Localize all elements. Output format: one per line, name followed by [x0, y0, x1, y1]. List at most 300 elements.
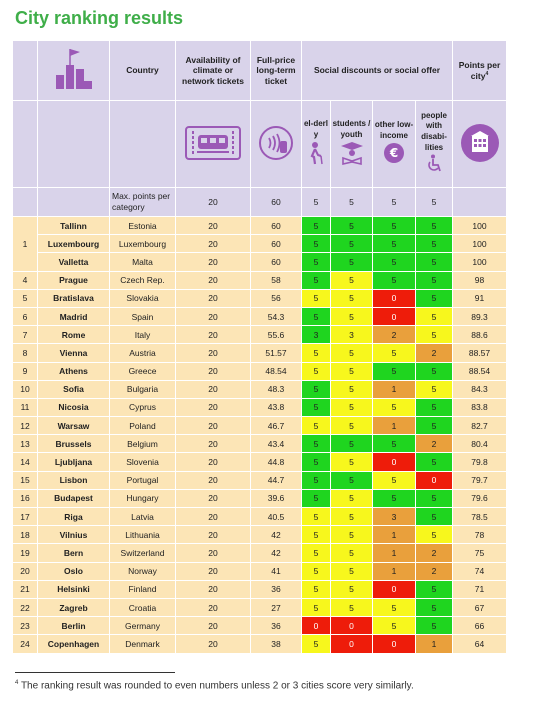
table-row: [13, 435, 507, 453]
elderly-cell: 5: [302, 544, 331, 562]
students-cell: 3: [331, 326, 373, 344]
full-price-cell: 36: [251, 617, 302, 635]
elderly-cell: 5: [302, 435, 331, 453]
elderly-cell: 5: [302, 380, 331, 398]
availability-cell: 20: [176, 635, 251, 653]
other-cell: 5: [373, 471, 416, 489]
other-cell: 3: [373, 508, 416, 526]
footnote-divider: [15, 672, 175, 673]
students-cell: 5: [331, 235, 373, 253]
disabilities-cell: 5: [416, 580, 453, 598]
availability-cell: 20: [176, 380, 251, 398]
city-cell: Berlin: [38, 617, 110, 635]
full-price-cell: 56: [251, 289, 302, 307]
students-cell: 5: [331, 544, 373, 562]
country-cell: Norway: [110, 562, 176, 580]
availability-cell: 20: [176, 398, 251, 416]
disabilities-cell: 5: [416, 489, 453, 507]
disabilities-cell: 5: [416, 253, 453, 271]
points-cell: 78: [453, 526, 507, 544]
other-cell: 5: [373, 617, 416, 635]
rank-cell: 9: [13, 362, 38, 380]
elderly-person-icon: [306, 141, 326, 165]
points-cell: 71: [453, 580, 507, 598]
rank-cell: 22: [13, 598, 38, 616]
disabilities-cell: 5: [416, 598, 453, 616]
table-row: [13, 217, 507, 235]
elderly-cell: 5: [302, 580, 331, 598]
elderly-label: el-derly: [303, 119, 328, 140]
elderly-cell: 5: [302, 508, 331, 526]
students-cell: 5: [331, 362, 373, 380]
disabilities-cell: 5: [416, 235, 453, 253]
table-row: [13, 544, 507, 562]
country-cell: Spain: [110, 307, 176, 325]
elderly-cell: 5: [302, 417, 331, 435]
ranking-table: [12, 40, 507, 654]
header-points-label: Points per city: [458, 59, 501, 81]
other-cell: 5: [373, 217, 416, 235]
rank-cell: 10: [13, 380, 38, 398]
city-cell: Helsinki: [38, 580, 110, 598]
ticket-cell: [176, 101, 251, 188]
other-cell: 5: [373, 253, 416, 271]
other-cell: 2: [373, 326, 416, 344]
city-cell: Bratislava: [38, 289, 110, 307]
city-buildings-icon: [460, 123, 500, 163]
city-cell: Nicosia: [38, 398, 110, 416]
country-cell: Italy: [110, 326, 176, 344]
rank-cell: 12: [13, 417, 38, 435]
availability-cell: 20: [176, 617, 251, 635]
table-row: [13, 453, 507, 471]
full-price-cell: 60: [251, 217, 302, 235]
full-price-cell: 58: [251, 271, 302, 289]
disabilities-cell: 1: [416, 635, 453, 653]
elderly-cell: [302, 101, 331, 188]
disabilities-cell: 5: [416, 307, 453, 325]
footnote: [15, 680, 515, 693]
students-cell: 5: [331, 380, 373, 398]
rank-cell: 14: [13, 453, 38, 471]
availability-cell: 20: [176, 417, 251, 435]
points-cell: 88.54: [453, 362, 507, 380]
availability-cell: 20: [176, 580, 251, 598]
table-row: [13, 380, 507, 398]
city-cell: Rome: [38, 326, 110, 344]
contactless-payment-icon: [258, 125, 294, 161]
country-cell: Luxembourg: [110, 235, 176, 253]
country-cell: Belgium: [110, 435, 176, 453]
availability-cell: 20: [176, 508, 251, 526]
country-cell: Croatia: [110, 598, 176, 616]
city-cell: Luxembourg: [38, 235, 110, 253]
points-cell: 89.3: [453, 307, 507, 325]
points-cell: 84.3: [453, 380, 507, 398]
max-disabilities: 5: [416, 188, 453, 217]
elderly-cell: 0: [302, 617, 331, 635]
city-cell: Madrid: [38, 307, 110, 325]
other-cell: 1: [373, 562, 416, 580]
elderly-cell: 5: [302, 598, 331, 616]
ranking-rows: [13, 217, 507, 654]
students-cell: 5: [331, 562, 373, 580]
other-cell: 5: [373, 235, 416, 253]
full-price-cell: 42: [251, 544, 302, 562]
elderly-cell: 5: [302, 453, 331, 471]
table-row: [13, 271, 507, 289]
country-cell: Finland: [110, 580, 176, 598]
students-cell: 5: [331, 217, 373, 235]
rank-cell: 7: [13, 326, 38, 344]
other-cell: 0: [373, 580, 416, 598]
country-cell: Hungary: [110, 489, 176, 507]
rank-cell: 4: [13, 271, 38, 289]
city-cell: [453, 101, 507, 188]
city-cell: Valletta: [38, 253, 110, 271]
other-cell: 0: [373, 289, 416, 307]
rank-cell: 24: [13, 635, 38, 653]
points-cell: 98: [453, 271, 507, 289]
max-other: 5: [373, 188, 416, 217]
points-cell: 100: [453, 253, 507, 271]
elderly-cell: 5: [302, 471, 331, 489]
max-blank-2: [38, 188, 110, 217]
availability-cell: 20: [176, 217, 251, 235]
students-cell: 5: [331, 417, 373, 435]
rank-cell: 23: [13, 617, 38, 635]
points-cell: 82.7: [453, 417, 507, 435]
table-row: [13, 289, 507, 307]
elderly-cell: 5: [302, 307, 331, 325]
elderly-cell: 5: [302, 217, 331, 235]
full-price-cell: 42: [251, 526, 302, 544]
full-price-cell: 44.7: [251, 471, 302, 489]
country-cell: Bulgaria: [110, 380, 176, 398]
full-price-cell: 60: [251, 235, 302, 253]
table-row: [13, 635, 507, 653]
other-income-cell: [373, 101, 416, 188]
elderly-cell: 5: [302, 398, 331, 416]
full-price-cell: 40.5: [251, 508, 302, 526]
full-price-cell: 48.3: [251, 380, 302, 398]
table-row: [13, 253, 507, 271]
disabilities-cell: 5: [416, 526, 453, 544]
elderly-cell: 3: [302, 326, 331, 344]
elderly-cell: 5: [302, 253, 331, 271]
header-full-price: Full-price long-term ticket: [251, 41, 302, 101]
header-availability: Availability of climate or network tickets: [176, 41, 251, 101]
table-row: [13, 307, 507, 325]
availability-cell: 20: [176, 344, 251, 362]
city-cell: Lisbon: [38, 471, 110, 489]
points-cell: 80.4: [453, 435, 507, 453]
country-cell: Slovenia: [110, 453, 176, 471]
students-cell: 5: [331, 307, 373, 325]
rank-cell: 21: [13, 580, 38, 598]
students-cell: 5: [331, 526, 373, 544]
full-price-cell: 55.6: [251, 326, 302, 344]
points-cell: 91: [453, 289, 507, 307]
rank-cell: 20: [13, 562, 38, 580]
other-cell: 0: [373, 453, 416, 471]
other-income-label: other low-income: [374, 120, 414, 141]
table-row: [13, 598, 507, 616]
page-title: City ranking results: [15, 8, 184, 28]
city-cell: Ljubljana: [38, 453, 110, 471]
max-elderly: 5: [302, 188, 331, 217]
other-cell: 5: [373, 489, 416, 507]
rank-cell: 5: [13, 289, 38, 307]
students-cell: 5: [331, 271, 373, 289]
students-cell: 5: [331, 398, 373, 416]
students-cell: 5: [331, 508, 373, 526]
country-cell: Switzerland: [110, 544, 176, 562]
elderly-cell: 5: [302, 362, 331, 380]
country-cell: Denmark: [110, 635, 176, 653]
points-cell: 74: [453, 562, 507, 580]
header-social: Social discounts or social offer: [302, 41, 453, 101]
points-cell: 66: [453, 617, 507, 635]
city-cell: Warsaw: [38, 417, 110, 435]
rank-cell: 11: [13, 398, 38, 416]
points-cell: 83.8: [453, 398, 507, 416]
disabilities-cell: 5: [416, 271, 453, 289]
full-price-cell: 46.7: [251, 417, 302, 435]
rank-cell: 17: [13, 508, 38, 526]
students-cell: 5: [331, 471, 373, 489]
availability-cell: 20: [176, 271, 251, 289]
students-cell: 0: [331, 635, 373, 653]
disabilities-cell: 2: [416, 435, 453, 453]
iconrow-blank-3: [110, 101, 176, 188]
country-cell: Malta: [110, 253, 176, 271]
other-cell: 5: [373, 435, 416, 453]
country-cell: Czech Rep.: [110, 271, 176, 289]
city-cell: Budapest: [38, 489, 110, 507]
points-cell: 67: [453, 598, 507, 616]
euro-coin-icon: [383, 142, 405, 164]
max-points-label: Max. points per category: [110, 188, 176, 217]
points-cell: 88.6: [453, 326, 507, 344]
availability-cell: 20: [176, 598, 251, 616]
elderly-cell: 5: [302, 289, 331, 307]
disabilities-cell: 5: [416, 417, 453, 435]
full-price-cell: 43.4: [251, 435, 302, 453]
full-price-cell: 51.57: [251, 344, 302, 362]
availability-cell: 20: [176, 307, 251, 325]
disabilities-cell: 5: [416, 217, 453, 235]
students-cell: 5: [331, 253, 373, 271]
table-row: [13, 526, 507, 544]
country-cell: Poland: [110, 417, 176, 435]
students-cell: 5: [331, 598, 373, 616]
city-cell: Oslo: [38, 562, 110, 580]
elderly-cell: 5: [302, 344, 331, 362]
students-cell: 5: [331, 453, 373, 471]
train-ticket-icon: [185, 126, 241, 160]
other-cell: 1: [373, 526, 416, 544]
students-cell: [331, 101, 373, 188]
full-price-cell: 44.8: [251, 453, 302, 471]
disabilities-cell: 5: [416, 508, 453, 526]
city-cell: Vienna: [38, 344, 110, 362]
table-row: [13, 344, 507, 362]
disabilities-cell: [416, 101, 453, 188]
iconrow-blank-1: [13, 101, 38, 188]
students-cell: 5: [331, 435, 373, 453]
points-cell: 100: [453, 235, 507, 253]
table-row: [13, 235, 507, 253]
disabilities-cell: 2: [416, 344, 453, 362]
students-label: students / youth: [332, 119, 371, 140]
points-cell: 79.8: [453, 453, 507, 471]
header-points-sup: 4: [485, 70, 489, 77]
table-row: [13, 398, 507, 416]
points-cell: 79.7: [453, 471, 507, 489]
full-price-cell: 38: [251, 635, 302, 653]
table-row: [13, 508, 507, 526]
points-cell: 75: [453, 544, 507, 562]
points-cell: 88.57: [453, 344, 507, 362]
country-cell: Portugal: [110, 471, 176, 489]
other-cell: 0: [373, 307, 416, 325]
disabilities-cell: 2: [416, 562, 453, 580]
elderly-cell: 5: [302, 235, 331, 253]
header-blank: [13, 41, 38, 101]
disabilities-cell: 0: [416, 471, 453, 489]
full-price-cell: 43.8: [251, 398, 302, 416]
availability-cell: 20: [176, 253, 251, 271]
city-cell: Athens: [38, 362, 110, 380]
table-row: [13, 489, 507, 507]
other-cell: 5: [373, 271, 416, 289]
full-price-cell: 41: [251, 562, 302, 580]
rank-cell: 16: [13, 489, 38, 507]
rank-cell: 19: [13, 544, 38, 562]
table-row: [13, 617, 507, 635]
disabilities-cell: 5: [416, 617, 453, 635]
disabilities-label: people with disabi-lities: [421, 110, 447, 152]
students-cell: 5: [331, 289, 373, 307]
availability-cell: 20: [176, 362, 251, 380]
city-cell: Riga: [38, 508, 110, 526]
other-cell: 5: [373, 398, 416, 416]
full-price-cell: 48.54: [251, 362, 302, 380]
full-price-cell: 36: [251, 580, 302, 598]
rank-cell: 8: [13, 344, 38, 362]
country-cell: Cyprus: [110, 398, 176, 416]
other-cell: 5: [373, 362, 416, 380]
country-cell: Greece: [110, 362, 176, 380]
city-cell: Copenhagen: [38, 635, 110, 653]
max-students: 5: [331, 188, 373, 217]
points-cell: 78.5: [453, 508, 507, 526]
points-cell: 79.6: [453, 489, 507, 507]
elderly-cell: 5: [302, 271, 331, 289]
table-row: [13, 471, 507, 489]
other-cell: 1: [373, 380, 416, 398]
other-cell: 0: [373, 635, 416, 653]
footnote-marker: 4: [15, 680, 19, 686]
bar-chart-flag-icon: [54, 47, 94, 91]
country-cell: Austria: [110, 344, 176, 362]
disabilities-cell: 5: [416, 362, 453, 380]
other-cell: 5: [373, 344, 416, 362]
student-reading-icon: [339, 141, 365, 165]
country-cell: Germany: [110, 617, 176, 635]
table-row: [13, 562, 507, 580]
max-availability: 20: [176, 188, 251, 217]
availability-cell: 20: [176, 562, 251, 580]
disabilities-cell: 2: [416, 544, 453, 562]
disabilities-cell: 5: [416, 453, 453, 471]
wheelchair-icon: [425, 154, 443, 174]
rank-cell: 18: [13, 526, 38, 544]
ranking-icon-cell: [38, 41, 110, 101]
elderly-cell: 5: [302, 562, 331, 580]
availability-cell: 20: [176, 489, 251, 507]
other-cell: 5: [373, 598, 416, 616]
other-cell: 1: [373, 417, 416, 435]
max-blank-1: [13, 188, 38, 217]
max-points-blank: [453, 188, 507, 217]
contactless-cell: [251, 101, 302, 188]
svg-text:€: €: [389, 145, 399, 160]
availability-cell: 20: [176, 453, 251, 471]
city-cell: Tallinn: [38, 217, 110, 235]
elderly-cell: 5: [302, 635, 331, 653]
table-row: [13, 417, 507, 435]
other-cell: 1: [373, 544, 416, 562]
city-cell: Prague: [38, 271, 110, 289]
full-price-cell: 60: [251, 253, 302, 271]
students-cell: 5: [331, 489, 373, 507]
rank-cell: 13: [13, 435, 38, 453]
students-cell: 0: [331, 617, 373, 635]
rank-cell: 15: [13, 471, 38, 489]
footnote-text: The ranking result was rounded to even numbers unless 2 or 3 cities score very similarly.: [20, 680, 414, 692]
country-cell: Latvia: [110, 508, 176, 526]
students-cell: 5: [331, 580, 373, 598]
points-cell: 100: [453, 217, 507, 235]
rank-cell: 1: [13, 217, 38, 272]
max-full-price: 60: [251, 188, 302, 217]
points-cell: 64: [453, 635, 507, 653]
disabilities-cell: 5: [416, 326, 453, 344]
rank-cell: 6: [13, 307, 38, 325]
availability-cell: 20: [176, 526, 251, 544]
availability-cell: 20: [176, 235, 251, 253]
disabilities-cell: 5: [416, 380, 453, 398]
availability-cell: 20: [176, 544, 251, 562]
availability-cell: 20: [176, 435, 251, 453]
header-country: Country: [110, 41, 176, 101]
city-cell: Sofia: [38, 380, 110, 398]
full-price-cell: 54.3: [251, 307, 302, 325]
header-points: [453, 41, 507, 101]
city-cell: Brussels: [38, 435, 110, 453]
disabilities-cell: 5: [416, 289, 453, 307]
availability-cell: 20: [176, 326, 251, 344]
students-cell: 5: [331, 344, 373, 362]
city-cell: Bern: [38, 544, 110, 562]
elderly-cell: 5: [302, 526, 331, 544]
table-row: [13, 580, 507, 598]
availability-cell: 20: [176, 471, 251, 489]
country-cell: Slovakia: [110, 289, 176, 307]
table-row: [13, 362, 507, 380]
